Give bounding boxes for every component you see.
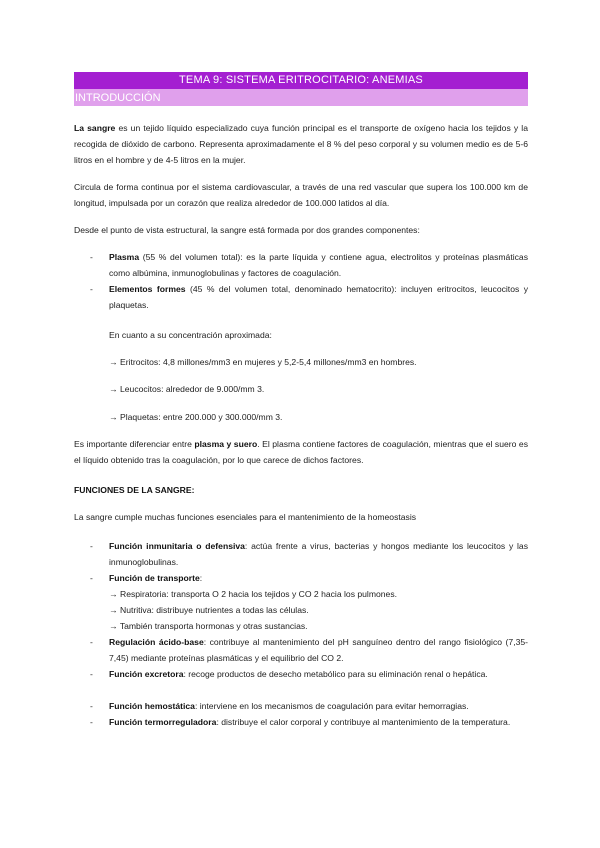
intro-paragraph-3: Desde el punto de vista estructural, la sangre está formada por dos grandes componentes: [74, 225, 420, 235]
list-item-text [109, 570, 528, 586]
document-page [74, 72, 529, 727]
bold-term: Elementos formes [109, 284, 186, 294]
bold-term: Función inmunitaria o defensiva [109, 541, 245, 551]
bold-term: Regulación ácido-base [109, 637, 204, 647]
bold-term: Función excretora [109, 669, 184, 679]
concentration-eritrocitos: → Eritrocitos: 4,8 millones/mm3 en mujeres y 5,2-5,4 millones/mm3 en hombres. [109, 357, 417, 367]
bold-term: plasma y suero [194, 439, 258, 449]
list-dash: - [90, 717, 93, 727]
functions-heading: FUNCIONES DE LA SANGRE: [74, 485, 195, 495]
concentration-leucocitos: → Leucocitos: alrededor de 9.000/mm 3. [109, 384, 265, 394]
concentration-intro: En cuanto a su concentración aproximada: [109, 330, 272, 340]
list-item-text [109, 698, 528, 714]
paragraph-text: es un tejido líquido especializado cuya función principal es el transporte de oxígeno hacia los tejidos y la recogida de dióxido de carbono. Representa aproximadamente el 8 % del peso corporal y su volumen medio es de 5-6 litros en el hombre y de 4-5 litros en la mujer. [74, 123, 528, 165]
transport-respiratoria: → Respiratoria: transporta O 2 hacia los tejidos y CO 2 hacia los pulmones. [109, 589, 398, 599]
list-item-text [109, 634, 528, 666]
bold-term: La sangre [74, 123, 116, 133]
list-item-body: : interviene en los mecanismos de coagulación para evitar hemorragias. [194, 701, 469, 711]
plasma-suero-paragraph [74, 436, 528, 468]
list-dash: - [90, 284, 93, 294]
list-item-text [109, 714, 528, 730]
bold-term: Función de transporte [109, 573, 200, 583]
list-item-text [109, 281, 528, 313]
functions-intro: La sangre cumple muchas funciones esenciales para el mantenimiento de la homeostasis [74, 512, 417, 522]
page-title: TEMA 9: SISTEMA ERITROCITARIO: ANEMIAS [74, 72, 528, 89]
paragraph-text: Es importante diferenciar entre [74, 439, 195, 449]
transport-nutritiva: → Nutritiva: distribuye nutrientes a todas las células. [109, 605, 309, 615]
list-dash: - [90, 637, 93, 647]
list-item-body: : [199, 573, 203, 583]
list-item-body: (45 % del volumen total, denominado hematocrito): incluyen eritrocitos, leucocitos y plaquetas. [109, 284, 528, 310]
list-item-body: : actúa frente a virus, bacterias y hongos mediante los leucocitos y las inmunoglobulinas. [109, 541, 528, 567]
list-item-body: : contribuye al mantenimiento del pH sanguíneo dentro del rango fisiológico (7,35-7,45) mediante proteínas plasmáticas y el equilibrio del CO 2. [109, 637, 529, 663]
list-dash: - [90, 573, 93, 583]
list-dash: - [90, 669, 93, 679]
list-item-body: (55 % del volumen total): es la parte líquida y contiene agua, electrolitos y proteínas plasmáticas como albúmina, inmunoglobulinas y factores de coagulación. [109, 252, 528, 278]
list-item-text [109, 666, 528, 682]
list-item-body: : recoge productos de desecho metabólico para su eliminación renal o hepática. [183, 669, 488, 679]
list-dash: - [90, 701, 93, 711]
transport-hormonas: → También transporta hormonas y otras sustancias. [109, 621, 308, 631]
list-item-text [109, 538, 528, 570]
list-dash: - [90, 252, 93, 262]
paragraph-text: . El plasma contiene factores de coagulación, mientras que el suero es el líquido obtenido tras la coagulación, por lo que carece de dichos factores. [74, 439, 528, 465]
section-heading-introduccion: INTRODUCCIÓN [74, 89, 528, 106]
bold-term: Función termorreguladora [109, 717, 217, 727]
list-dash: - [90, 541, 93, 551]
intro-paragraph-2: Circula de forma continua por el sistema cardiovascular, a través de una red vascular que supera los 100.000 km de longitud, impulsada por un corazón que realiza alrededor de 100.000 latidos al día. [74, 182, 528, 208]
concentration-plaquetas: → Plaquetas: entre 200.000 y 300.000/mm 3. [109, 412, 283, 422]
list-item-text [109, 249, 528, 281]
bold-term: Plasma [109, 252, 140, 262]
intro-paragraph-1 [74, 120, 528, 168]
bold-term: Función hemostática [109, 701, 195, 711]
list-item-body: : distribuye el calor corporal y contribuye al mantenimiento de la temperatura. [216, 717, 511, 727]
